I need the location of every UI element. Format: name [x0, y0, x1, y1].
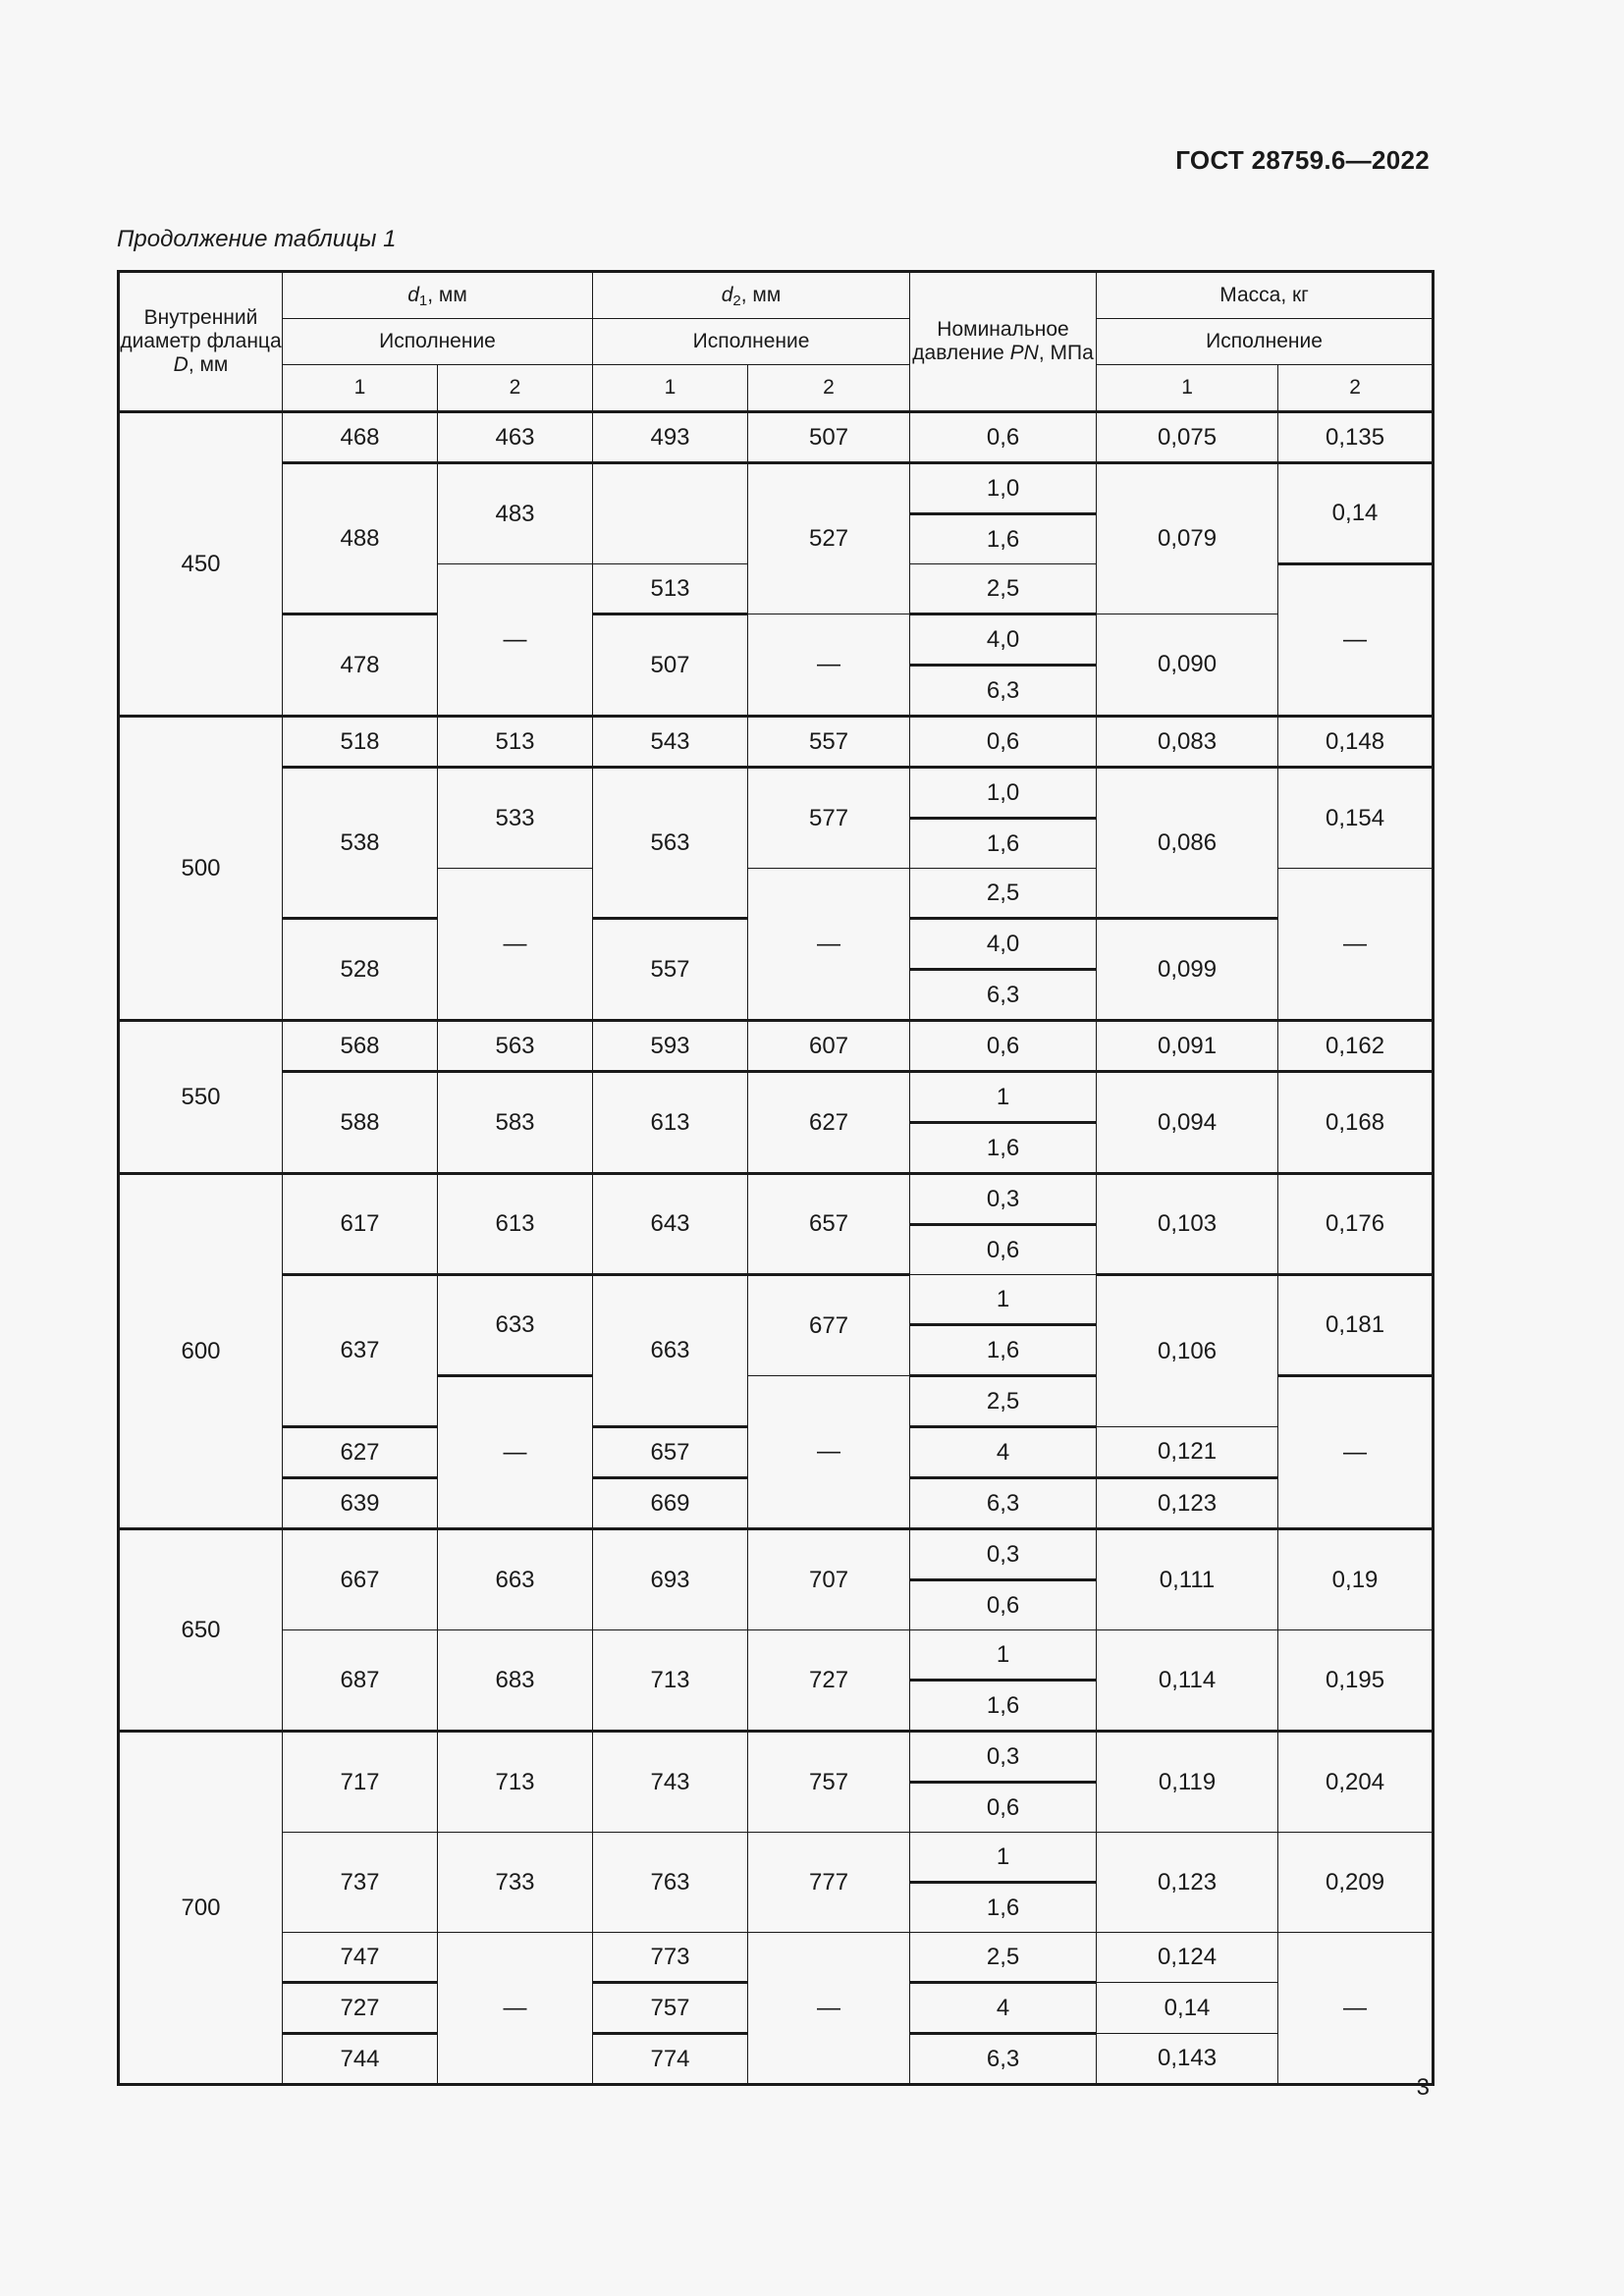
cell-d2-2: —	[748, 614, 910, 717]
cell-pressure: 2,5	[910, 869, 1097, 919]
cell-d1-2: 463	[438, 412, 593, 463]
cell-mass-1: 0,094	[1097, 1072, 1278, 1174]
cell-pressure: 0,6	[910, 412, 1097, 463]
cell-mass-2: 0,148	[1278, 717, 1434, 768]
cell-mass-1: 0,086	[1097, 768, 1278, 919]
cell-pressure: 0,6	[910, 1580, 1097, 1630]
cell-d1-2: —	[438, 1376, 593, 1529]
cell-d2-1: 669	[593, 1478, 748, 1529]
cell-d2-1: 643	[593, 1174, 748, 1275]
cell-pressure: 1,0	[910, 768, 1097, 819]
header-mass-execution: Исполнение	[1097, 319, 1434, 365]
cell-d2-1: 743	[593, 1732, 748, 1833]
cell-d1-2: 533	[438, 768, 593, 869]
cell-mass-1: 0,091	[1097, 1021, 1278, 1072]
cell-pressure: 4,0	[910, 919, 1097, 970]
cell-d1-1: 617	[283, 1174, 438, 1275]
cell-d1-1: 538	[283, 768, 438, 919]
cell-d1-1: 687	[283, 1630, 438, 1732]
cell-mass-2: 0,209	[1278, 1833, 1434, 1933]
cell-d2-2: —	[748, 869, 910, 1021]
cell-mass-2: 0,168	[1278, 1072, 1434, 1174]
cell-d2-2: 657	[748, 1174, 910, 1275]
cell-mass-1: 0,111	[1097, 1529, 1278, 1630]
cell-mass-1: 0,119	[1097, 1732, 1278, 1833]
table-body	[119, 412, 1434, 2085]
cell-d2-1: 663	[593, 1275, 748, 1427]
cell-pressure: 2,5	[910, 1376, 1097, 1427]
header-d2: $d_2$, мм	[593, 272, 910, 319]
cell-pressure: 2,5	[910, 564, 1097, 614]
cell-mass-1: 0,124	[1097, 1933, 1278, 1983]
flange-dimensions-table	[117, 270, 1435, 2086]
header-d2-execution: Исполнение	[593, 319, 910, 365]
cell-d1-1: 627	[283, 1427, 438, 1478]
cell-mass-1: 0,114	[1097, 1630, 1278, 1732]
cell-d2-1: 513	[593, 564, 748, 614]
cell-mass-1: 0,123	[1097, 1833, 1278, 1933]
cell-d1-1: 727	[283, 1983, 438, 2034]
cell-pressure: 6,3	[910, 970, 1097, 1021]
cell-d2-1: 757	[593, 1983, 748, 2034]
cell-pressure: 2,5	[910, 1933, 1097, 1983]
cell-d2-2: 507	[748, 412, 910, 463]
cell-d1-1: 488	[283, 463, 438, 614]
cell-d2-1: 693	[593, 1529, 748, 1630]
header-mass: Масса, кг	[1097, 272, 1434, 319]
cell-d2-2: 677	[748, 1275, 910, 1376]
cell-d2-1: 774	[593, 2034, 748, 2085]
cell-d2-2: 527	[748, 463, 910, 614]
cell-d2-1: 543	[593, 717, 748, 768]
cell-d1-2: 563	[438, 1021, 593, 1072]
header-nominal-pressure: Номинальное давление PN, МПа	[910, 272, 1097, 412]
cell-d2-2: 627	[748, 1072, 910, 1174]
cell-pressure: 1,6	[910, 819, 1097, 869]
cell-mass-2: 0,14	[1278, 463, 1434, 564]
cell-d2-2: —	[748, 1933, 910, 2085]
cell-d1-1: 737	[283, 1833, 438, 1933]
cell-pressure: 0,3	[910, 1732, 1097, 1783]
cell-pressure: 1	[910, 1833, 1097, 1883]
cell-d1-2: 733	[438, 1833, 593, 1933]
cell-d2-2: 757	[748, 1732, 910, 1833]
cell-d2-2: 707	[748, 1529, 910, 1630]
cell-d2-1: 763	[593, 1833, 748, 1933]
cell-pressure: 6,3	[910, 2034, 1097, 2085]
cell-d2-2: 727	[748, 1630, 910, 1732]
cell-mass-2: —	[1278, 564, 1434, 717]
cell-mass-2: —	[1278, 1933, 1434, 2085]
cell-d2-1: 493	[593, 412, 748, 463]
cell-d2-1: 713	[593, 1630, 748, 1732]
cell-d1-1: 518	[283, 717, 438, 768]
cell-d1-1: 528	[283, 919, 438, 1021]
cell-mass-2: 0,195	[1278, 1630, 1434, 1732]
cell-d1-1: 639	[283, 1478, 438, 1529]
cell-d1-1: 717	[283, 1732, 438, 1833]
cell-d2-1: 557	[593, 919, 748, 1021]
cell-d2-1: 563	[593, 768, 748, 919]
cell-d2-1: 507	[593, 614, 748, 717]
header-d1-exec-1: 1	[283, 365, 438, 412]
cell-mass-2: 0,135	[1278, 412, 1434, 463]
header-inner-diameter: Внутренний диаметр фланца D, мм	[119, 272, 283, 412]
cell-d2-2: —	[748, 1376, 910, 1529]
cell-pressure: 1,0	[910, 463, 1097, 514]
cell-diameter: 600	[119, 1174, 283, 1529]
cell-d1-2: 663	[438, 1529, 593, 1630]
cell-pressure: 0,6	[910, 1783, 1097, 1833]
cell-d2-2: 777	[748, 1833, 910, 1933]
cell-diameter: 700	[119, 1732, 283, 2085]
cell-pressure: 0,3	[910, 1529, 1097, 1580]
cell-d1-2: —	[438, 1933, 593, 2085]
cell-d1-2: 713	[438, 1732, 593, 1833]
document-code: ГОСТ 28759.6—2022	[1175, 145, 1430, 175]
cell-pressure: 4	[910, 1983, 1097, 2034]
cell-d2-1: 657	[593, 1427, 748, 1478]
cell-diameter: 550	[119, 1021, 283, 1174]
cell-mass-1: 0,14	[1097, 1983, 1278, 2034]
cell-mass-1: 0,103	[1097, 1174, 1278, 1275]
cell-d2-1: 773	[593, 1933, 748, 1983]
cell-d1-1: 568	[283, 1021, 438, 1072]
cell-d1-2: 583	[438, 1072, 593, 1174]
cell-d1-1: 588	[283, 1072, 438, 1174]
cell-diameter: 500	[119, 717, 283, 1021]
cell-d1-2: 483	[438, 463, 593, 564]
table-caption: Продолжение таблицы 1	[117, 226, 397, 252]
header-d2-exec-1: 1	[593, 365, 748, 412]
cell-diameter: 650	[119, 1529, 283, 1732]
table-header	[119, 272, 1434, 412]
cell-d1-1: 744	[283, 2034, 438, 2085]
cell-mass-2: 0,181	[1278, 1275, 1434, 1376]
cell-pressure: 1,6	[910, 1325, 1097, 1376]
cell-pressure: 1,6	[910, 1123, 1097, 1174]
cell-pressure: 6,3	[910, 1478, 1097, 1529]
cell-d1-1: 747	[283, 1933, 438, 1983]
cell-mass-2: 0,204	[1278, 1732, 1434, 1833]
cell-mass-2: 0,19	[1278, 1529, 1434, 1630]
cell-pressure: 1,6	[910, 514, 1097, 564]
cell-mass-1: 0,075	[1097, 412, 1278, 463]
cell-pressure: 0,3	[910, 1174, 1097, 1225]
cell-d1-2: —	[438, 869, 593, 1021]
cell-pressure: 1	[910, 1275, 1097, 1325]
cell-d1-2: 683	[438, 1630, 593, 1732]
cell-d1-1: 478	[283, 614, 438, 717]
cell-mass-1: 0,143	[1097, 2034, 1278, 2085]
cell-pressure: 0,6	[910, 1225, 1097, 1275]
header-d1: $d_1$, мм	[283, 272, 593, 319]
cell-d2-2: 607	[748, 1021, 910, 1072]
header-d2-exec-2: 2	[748, 365, 910, 412]
cell-d1-2: 633	[438, 1275, 593, 1376]
cell-d2-2: 557	[748, 717, 910, 768]
cell-d1-1: 667	[283, 1529, 438, 1630]
cell-d1-1: 468	[283, 412, 438, 463]
cell-d1-2: 513	[438, 717, 593, 768]
header-mass-exec-1: 1	[1097, 365, 1278, 412]
cell-mass-2: 0,176	[1278, 1174, 1434, 1275]
cell-pressure: 6,3	[910, 666, 1097, 717]
cell-d1-2: 613	[438, 1174, 593, 1275]
cell-pressure: 1	[910, 1072, 1097, 1123]
cell-mass-1: 0,090	[1097, 614, 1278, 717]
header-d1-execution: Исполнение	[283, 319, 593, 365]
cell-d1-1: 637	[283, 1275, 438, 1427]
cell-d1-2: —	[438, 564, 593, 717]
cell-mass-1: 0,079	[1097, 463, 1278, 614]
cell-pressure: 4,0	[910, 614, 1097, 666]
page-number: 3	[1416, 2074, 1430, 2101]
cell-mass-1: 0,106	[1097, 1275, 1278, 1427]
cell-d2-1: 613	[593, 1072, 748, 1174]
cell-d2-1	[593, 463, 748, 564]
cell-diameter: 450	[119, 412, 283, 717]
cell-pressure: 0,6	[910, 717, 1097, 768]
cell-mass-1: 0,121	[1097, 1427, 1278, 1478]
cell-d2-1: 593	[593, 1021, 748, 1072]
cell-d2-2: 577	[748, 768, 910, 869]
cell-pressure: 1	[910, 1630, 1097, 1681]
cell-pressure: 4	[910, 1427, 1097, 1478]
cell-mass-2: 0,154	[1278, 768, 1434, 869]
header-d1-exec-2: 2	[438, 365, 593, 412]
cell-mass-1: 0,083	[1097, 717, 1278, 768]
cell-pressure: 0,6	[910, 1021, 1097, 1072]
cell-mass-2: —	[1278, 1376, 1434, 1529]
cell-mass-2: —	[1278, 869, 1434, 1021]
cell-mass-2: 0,162	[1278, 1021, 1434, 1072]
cell-mass-1: 0,123	[1097, 1478, 1278, 1529]
cell-mass-1: 0,099	[1097, 919, 1278, 1021]
cell-pressure: 1,6	[910, 1681, 1097, 1732]
cell-pressure: 1,6	[910, 1883, 1097, 1933]
header-mass-exec-2: 2	[1278, 365, 1434, 412]
